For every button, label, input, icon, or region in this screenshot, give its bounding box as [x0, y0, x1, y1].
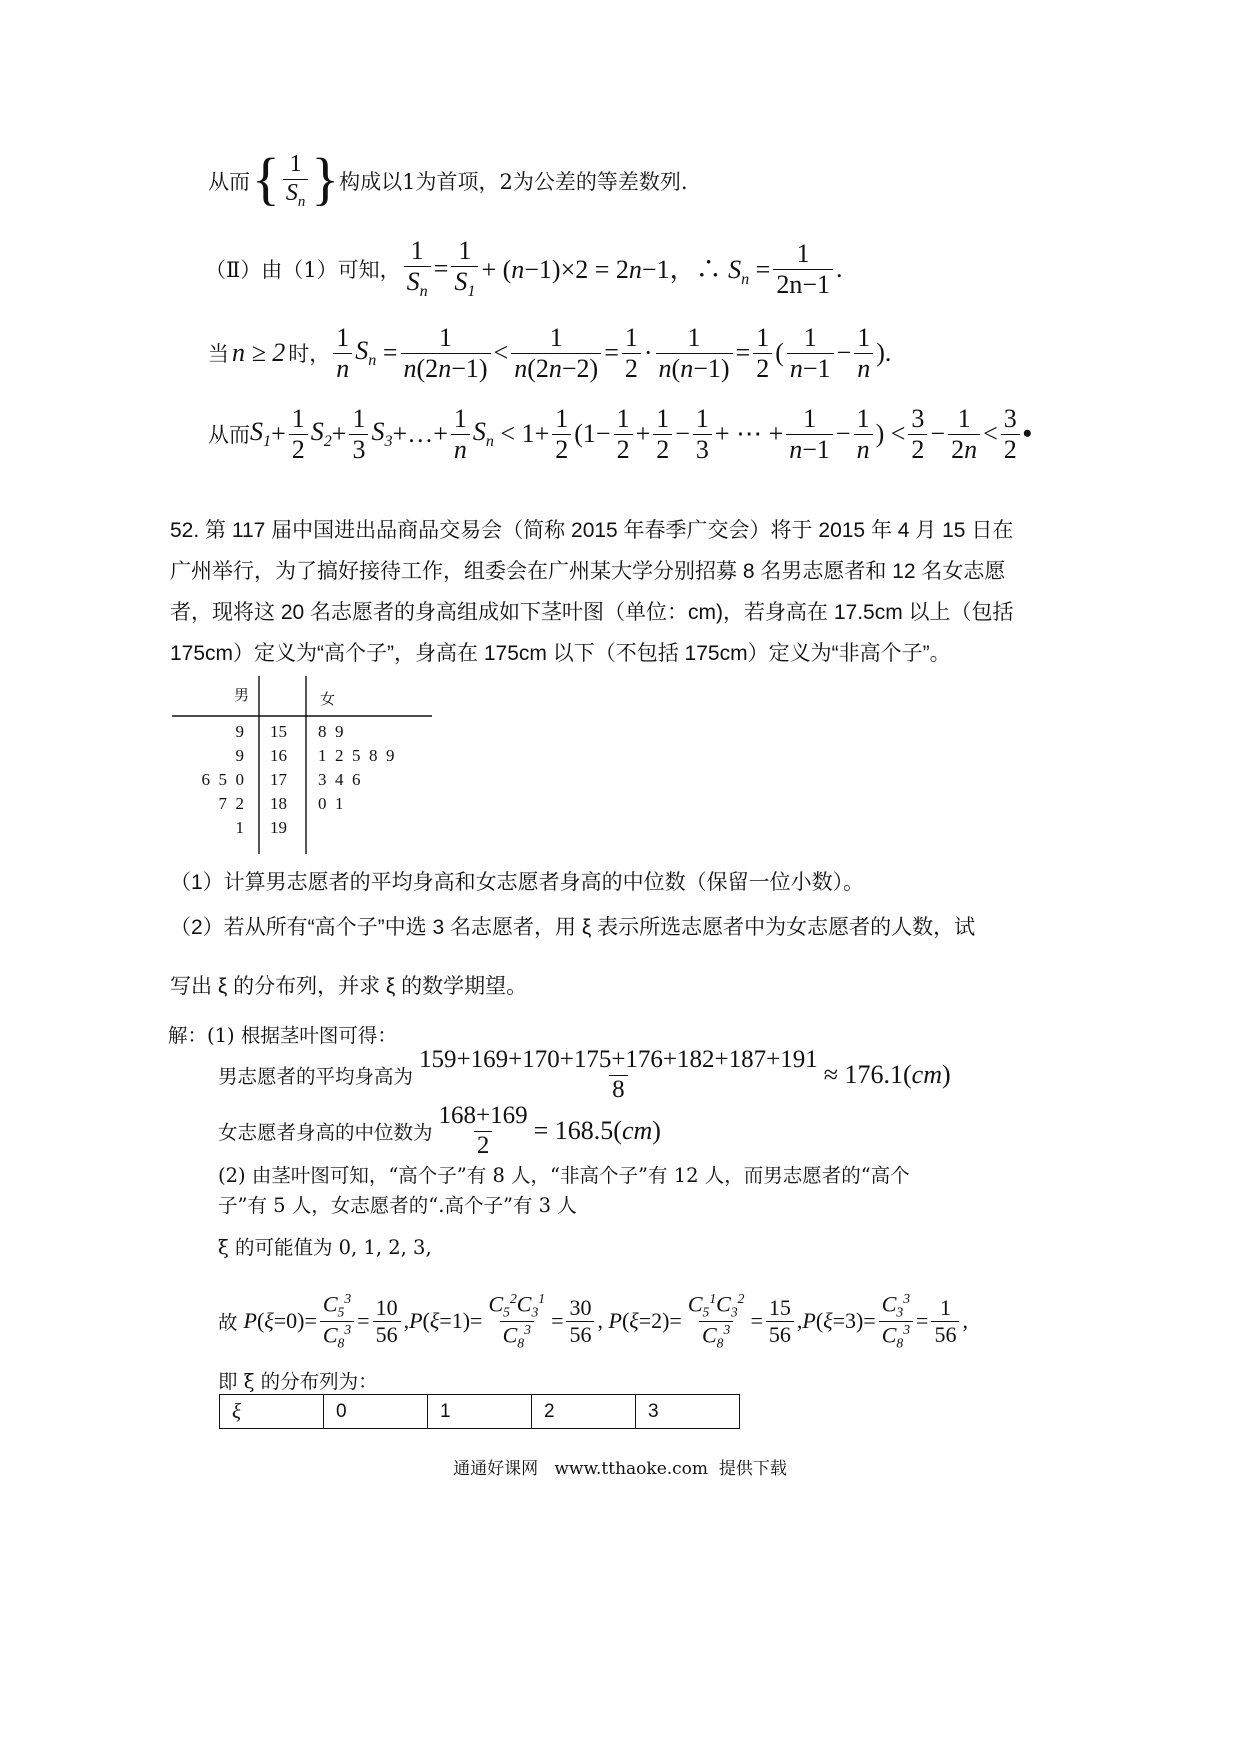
- female-leaves-15: 8 9: [318, 722, 344, 741]
- p2-numerator: 15: [768, 1295, 791, 1321]
- problem-52-statement: [170, 510, 1014, 674]
- male-mean-label: 男志愿者的平均身高为: [218, 1065, 414, 1088]
- p1-numerator: 30: [569, 1295, 592, 1321]
- table-row: [220, 1395, 740, 1429]
- female-median-fraction: $\frac{168+169}{2}$: [438, 1101, 528, 1159]
- line-inequality: 当 n ≥ 2 时， $\frac{1}{n}$ $S_n$ = $\frac{1}{n(2n-1)}$ < $\frac{1}{n(2n-2)}$ = $\frac{1}{2}$ · $\frac{1}{n(n-1)}$ = $\frac{1}{2}$ ( $\frac{1}{n-1}$ − $\frac{1}{n}$ ).: [208, 322, 892, 383]
- question-2-line-1: （2）若从所有“高个子”中选 3 名志愿者，用 ξ 表示所选志愿者中为女志愿者的人数，试: [170, 916, 976, 939]
- right-brace: }: [311, 145, 340, 211]
- line-sum-bound: 从而 $S_1$ + $\frac{1}{2}$ $S_2$ + $\frac{1}{3}$ $S_3$ +…+ $\frac{1}{n}$ $S_n$ < 1+ $\frac{1}{2}$ (1− $\frac{1}{2}$ + $\frac{1}{2}$ − $\frac{1}{3}$ + ⋯ + $\frac{1}{n-1}$ − $\frac{1}{n}$ ) < $\frac{3}{2}$ − $\frac{1}{2n}$ < $\frac{3}{2}$ •: [208, 403, 1032, 464]
- male-leaves-16: 9: [235, 746, 244, 765]
- p0-numerator: 10: [375, 1295, 398, 1321]
- female-leaves-18: 0 1: [318, 794, 344, 813]
- table-cell: 2: [532, 1395, 636, 1429]
- male-mean-fraction: $\frac{159+169+170+175+176+182+187+191}{8}$: [419, 1045, 818, 1103]
- male-header: 男: [234, 686, 250, 704]
- stem-15: 15: [270, 722, 287, 741]
- xi-values: ξ 的可能值为 0, 1, 2, 3,: [218, 1236, 432, 1259]
- problem-line: 175cm）定义为“高个子”，身高在 175cm 以下（不包括 175cm）定义为“非高个子”。: [170, 642, 951, 665]
- text-congerr: 从而: [208, 170, 250, 194]
- text-time: 时，: [288, 342, 331, 366]
- fraction-1-over-sn: $\frac{1}{S_n}$: [404, 236, 431, 302]
- stem-leaf-lines: [172, 676, 434, 856]
- p3-numerator: 1: [939, 1295, 951, 1321]
- part-2-line-2: 子”有 5 人，女志愿者的“.高个子”有 3 人: [218, 1194, 577, 1217]
- problem-line: 52. 第 117 届中国进出品商品交易会（简称 2015 年春季广交会）将于 2015 年 4 月 15 日在: [170, 519, 1014, 542]
- question-1: （1）计算男志愿者的平均身高和女志愿者身高的中位数（保留一位小数）。: [170, 871, 865, 894]
- table-cell-xi: ξ: [220, 1395, 324, 1429]
- female-leaves-17: 3 4 6: [318, 770, 361, 789]
- stem-18: 18: [270, 794, 287, 813]
- fraction-1-over-s1: $\frac{1}{S_1}$: [451, 236, 478, 302]
- text-therefore: 从而: [208, 423, 250, 447]
- line-part-two: （Ⅱ）由（1）可知， $\frac{1}{S_n}$ = $\frac{1}{S_1}$ + (n−1)×2 = 2n−1，∴ $S_n$ = $\frac{1}{2n-1}$ .: [205, 236, 843, 301]
- distribution-table: [219, 1394, 740, 1429]
- stem-17: 17: [270, 770, 287, 789]
- probability-line: 故 P(ξ=0)= $\frac{C_5^3}{C_8^3}$ = $\frac{10}{56}$ ,P(ξ=1)= $\frac{C_5^2C_3^1}{C_8^3}$ = $\frac{30}{56}$ , P(ξ=2)= $\frac{C_5^1C_3^2}{C_8^3}$ = $\frac{15}{56}$ ,P(ξ=3)= $\frac{C_3^3}{C_8^3}$ = $\frac{1}{56}$ ,: [218, 1291, 968, 1351]
- male-leaves-19: 1: [235, 818, 244, 837]
- problem-line: 广州举行，为了搞好接待工作，组委会在广州某大学分别招募 8 名男志愿者和 12 名女志愿: [170, 560, 1006, 583]
- stem-19: 19: [270, 818, 287, 837]
- text-when: 当: [208, 342, 229, 366]
- table-cell: 3: [636, 1395, 740, 1429]
- text-gu: 故: [218, 1311, 238, 1334]
- female-median-line: [218, 1098, 661, 1164]
- part-2-line-1: (2) 由茎叶图可知，“高个子”有 8 人，“非高个子”有 12 人，而男志愿者的“高个: [218, 1164, 910, 1187]
- distribution-label: 即 ξ 的分布列为：: [218, 1370, 378, 1393]
- female-median-result: = 168.5(cm): [533, 1116, 661, 1145]
- female-median-label: 女志愿者身高的中位数为: [218, 1121, 433, 1144]
- text-sequence-conclusion: 构成以1为首项，2为公差的等差数列.: [339, 170, 688, 194]
- female-leaves-16: 1 2 5 8 9: [318, 746, 395, 765]
- table-cell: 1: [428, 1395, 532, 1429]
- male-leaves-17: 6 5 0: [201, 770, 244, 789]
- left-brace: {: [252, 145, 280, 211]
- condition-n: n ≥ 2: [232, 338, 286, 367]
- text-part-two-label: （Ⅱ）由（1）可知，: [205, 258, 401, 282]
- stem-leaf-plot: [172, 676, 434, 856]
- problem-line: 者，现将这 20 名志愿者的身高组成如下茎叶图（单位：cm)，若身高在 17.5cm 以上（包括: [170, 601, 1014, 624]
- line-arithmetic-sequence: [208, 145, 688, 214]
- table-cell: 0: [324, 1395, 428, 1429]
- male-leaves-18: 7 2: [218, 794, 244, 813]
- female-header: 女: [320, 690, 336, 708]
- stem-16: 16: [270, 746, 287, 765]
- question-2-line-2: 写出 ξ 的分布列，并求 ξ 的数学期望。: [170, 975, 528, 998]
- fraction-one-over-sn: $\frac{1}{S_n}$: [283, 151, 308, 210]
- solution-intro: 解：(1) 根据茎叶图可得：: [168, 1024, 397, 1047]
- fraction-sn-result: $\frac{1}{2n-1}$: [773, 239, 833, 300]
- male-mean-result: ≈ 176.1(cm): [823, 1060, 951, 1089]
- male-leaves-15: 9: [235, 722, 244, 741]
- page-footer: 通通好课网 www.tthaoke.com 提供下载: [453, 1459, 787, 1479]
